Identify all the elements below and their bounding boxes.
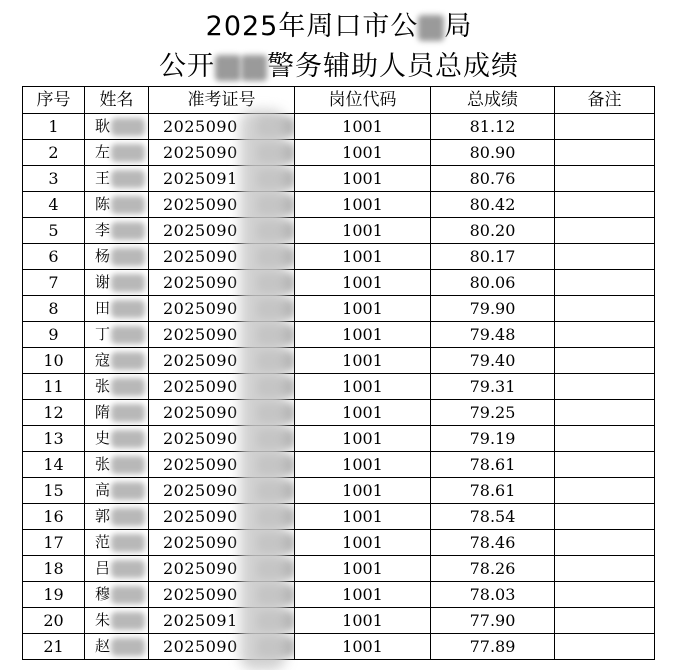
redaction-blur: [111, 586, 145, 604]
position-code-cell: [295, 218, 431, 244]
position-code-cell: [295, 582, 431, 608]
total-score-cell: [431, 608, 555, 634]
total-score-cell: [431, 192, 555, 218]
total-score-cell-text: 81.12: [469, 117, 516, 136]
redaction-blur: [241, 55, 267, 81]
name-cell: [85, 322, 149, 348]
name-cell-text: 范: [95, 533, 111, 551]
exam-id-cell-text: 2025090: [163, 455, 238, 474]
name-cell: [85, 166, 149, 192]
note-cell: [555, 114, 655, 140]
id-redaction-strip: [240, 110, 286, 670]
name-cell-text: 左: [95, 143, 111, 161]
redaction-blur: [418, 15, 444, 41]
note-cell: [555, 504, 655, 530]
exam-id-cell-text: 2025090: [163, 429, 238, 448]
total-score-cell-text: 80.42: [469, 195, 516, 214]
total-score-cell: [431, 582, 555, 608]
total-score-cell: [431, 244, 555, 270]
position-code-cell-text: 1001: [342, 455, 383, 474]
position-code-cell-text: 1001: [342, 299, 383, 318]
name-cell: [85, 348, 149, 374]
position-code-cell: [295, 114, 431, 140]
table-header-row: [23, 87, 655, 114]
table-row: [23, 452, 655, 478]
total-score-cell: [431, 452, 555, 478]
row-number-text: 18: [43, 559, 64, 578]
row-number: [23, 634, 85, 660]
exam-id-cell-text: 2025090: [163, 403, 238, 422]
name-cell: [85, 400, 149, 426]
total-score-cell: [431, 374, 555, 400]
position-code-cell-text: 1001: [342, 429, 383, 448]
position-code-cell-text: 1001: [342, 169, 383, 188]
table-row: [23, 296, 655, 322]
redaction-blur: [111, 274, 145, 292]
total-score-cell: [431, 634, 555, 660]
note-cell: [555, 608, 655, 634]
redaction-blur: [111, 534, 145, 552]
name-cell: [85, 374, 149, 400]
name-cell-text: 寇: [95, 351, 111, 369]
column-header: 岗位代码: [295, 87, 431, 114]
exam-id-cell-text: 2025090: [163, 195, 238, 214]
total-score-cell: [431, 426, 555, 452]
row-number-text: 14: [43, 455, 64, 474]
redaction-blur: [111, 144, 145, 162]
table-row: [23, 348, 655, 374]
title-line1-start: 2025年周口市公: [205, 11, 419, 42]
position-code-cell-text: 1001: [342, 117, 383, 136]
row-number: [23, 426, 85, 452]
note-cell: [555, 478, 655, 504]
name-cell-text: 隋: [95, 403, 111, 421]
row-number: [23, 166, 85, 192]
name-cell: [85, 244, 149, 270]
note-cell: [555, 244, 655, 270]
name-cell-text: 丁: [95, 325, 111, 343]
total-score-cell-text: 79.40: [469, 351, 516, 370]
position-code-cell: [295, 452, 431, 478]
column-header: 姓名: [85, 87, 149, 114]
row-number: [23, 192, 85, 218]
row-number: [23, 400, 85, 426]
position-code-cell: [295, 634, 431, 660]
note-cell: [555, 192, 655, 218]
table-row: [23, 504, 655, 530]
column-header: 备注: [555, 87, 655, 114]
position-code-cell-text: 1001: [342, 585, 383, 604]
document-title-line1: [0, 4, 678, 43]
position-code-cell: [295, 296, 431, 322]
note-cell: [555, 582, 655, 608]
title-line1-end: 局: [444, 11, 473, 42]
table-row: [23, 478, 655, 504]
name-cell: [85, 634, 149, 660]
position-code-cell-text: 1001: [342, 611, 383, 630]
row-number-text: 17: [43, 533, 64, 552]
note-cell: [555, 322, 655, 348]
redaction-blur: [111, 352, 145, 370]
row-number: [23, 296, 85, 322]
row-number: [23, 608, 85, 634]
redaction-blur: [111, 248, 145, 266]
column-header: 准考证号: [149, 87, 295, 114]
total-score-cell-text: 78.26: [469, 559, 516, 578]
note-cell: [555, 426, 655, 452]
row-number: [23, 582, 85, 608]
row-number-text: 15: [43, 481, 64, 500]
position-code-cell: [295, 530, 431, 556]
total-score-cell-text: 80.20: [469, 221, 516, 240]
redaction-blur: [111, 560, 145, 578]
score-table: [22, 86, 655, 660]
total-score-cell: [431, 114, 555, 140]
total-score-cell: [431, 296, 555, 322]
name-cell-text: 穆: [95, 585, 111, 603]
exam-id-cell-text: 2025090: [163, 247, 238, 266]
table-row: [23, 530, 655, 556]
row-number-text: 6: [48, 247, 59, 266]
total-score-cell-text: 79.90: [469, 299, 516, 318]
name-cell: [85, 426, 149, 452]
row-number: [23, 478, 85, 504]
total-score-cell: [431, 504, 555, 530]
exam-id-cell-text: 2025090: [163, 299, 238, 318]
row-number: [23, 114, 85, 140]
redaction-blur: [111, 222, 145, 240]
total-score-cell-text: 79.48: [469, 325, 516, 344]
row-number: [23, 270, 85, 296]
note-cell: [555, 400, 655, 426]
total-score-cell-text: 78.61: [469, 481, 516, 500]
exam-id-cell-text: 2025090: [163, 273, 238, 292]
position-code-cell: [295, 192, 431, 218]
total-score-cell: [431, 140, 555, 166]
total-score-cell-text: 80.17: [469, 247, 516, 266]
position-code-cell-text: 1001: [342, 221, 383, 240]
name-cell-text: 高: [95, 481, 111, 499]
row-number-text: 13: [43, 429, 64, 448]
position-code-cell-text: 1001: [342, 481, 383, 500]
row-number: [23, 556, 85, 582]
total-score-cell: [431, 322, 555, 348]
title-line2-end: 警务辅助人员总成绩: [267, 51, 519, 82]
name-cell-text: 赵: [95, 637, 111, 655]
table-row: [23, 608, 655, 634]
row-number: [23, 218, 85, 244]
name-cell-text: 田: [95, 299, 111, 317]
redaction-blur: [111, 118, 145, 136]
name-cell-text: 史: [95, 429, 111, 447]
name-cell-text: 谢: [95, 273, 111, 291]
position-code-cell: [295, 478, 431, 504]
note-cell: [555, 634, 655, 660]
redaction-blur: [111, 508, 145, 526]
total-score-cell: [431, 166, 555, 192]
table-row: [23, 244, 655, 270]
name-cell: [85, 114, 149, 140]
row-number-text: 9: [48, 325, 59, 344]
note-cell: [555, 348, 655, 374]
redaction-blur: [111, 482, 145, 500]
name-cell-text: 陈: [95, 195, 111, 213]
row-number-text: 11: [43, 377, 64, 396]
exam-id-cell-text: 2025090: [163, 377, 238, 396]
name-cell: [85, 270, 149, 296]
row-number-text: 20: [43, 611, 64, 630]
position-code-cell: [295, 322, 431, 348]
position-code-cell-text: 1001: [342, 247, 383, 266]
position-code-cell-text: 1001: [342, 325, 383, 344]
total-score-cell: [431, 478, 555, 504]
position-code-cell: [295, 504, 431, 530]
name-cell: [85, 452, 149, 478]
note-cell: [555, 218, 655, 244]
position-code-cell-text: 1001: [342, 273, 383, 292]
exam-id-cell-text: 2025090: [163, 117, 238, 136]
name-cell: [85, 296, 149, 322]
row-number-text: 19: [43, 585, 64, 604]
position-code-cell-text: 1001: [342, 507, 383, 526]
row-number: [23, 452, 85, 478]
name-cell: [85, 192, 149, 218]
exam-id-cell-text: 2025090: [163, 559, 238, 578]
name-cell: [85, 140, 149, 166]
name-cell-text: 耿: [95, 117, 111, 135]
position-code-cell: [295, 166, 431, 192]
name-cell-text: 郭: [95, 507, 111, 525]
row-number-text: 4: [48, 195, 59, 214]
total-score-cell-text: 79.31: [469, 377, 516, 396]
table-row: [23, 270, 655, 296]
name-cell: [85, 218, 149, 244]
total-score-cell-text: 78.46: [469, 533, 516, 552]
note-cell: [555, 140, 655, 166]
exam-id-cell-text: 2025090: [163, 221, 238, 240]
exam-id-cell-text: 2025090: [163, 533, 238, 552]
redaction-blur: [111, 612, 145, 630]
row-number-text: 1: [48, 117, 59, 136]
name-cell-text: 朱: [95, 611, 111, 629]
position-code-cell-text: 1001: [342, 637, 383, 656]
table-row: [23, 634, 655, 660]
column-header: 总成绩: [431, 87, 555, 114]
note-cell: [555, 166, 655, 192]
table-row: [23, 400, 655, 426]
position-code-cell-text: 1001: [342, 195, 383, 214]
total-score-cell-text: 80.06: [469, 273, 516, 292]
position-code-cell-text: 1001: [342, 377, 383, 396]
total-score-cell: [431, 218, 555, 244]
redaction-blur: [111, 638, 145, 656]
table-row: [23, 140, 655, 166]
exam-id-cell-text: 2025090: [163, 637, 238, 656]
position-code-cell: [295, 400, 431, 426]
row-number-text: 16: [43, 507, 64, 526]
table-row: [23, 322, 655, 348]
row-number-text: 12: [43, 403, 64, 422]
table-row: [23, 166, 655, 192]
total-score-cell: [431, 270, 555, 296]
position-code-cell-text: 1001: [342, 403, 383, 422]
note-cell: [555, 556, 655, 582]
total-score-cell-text: 77.90: [469, 611, 516, 630]
row-number: [23, 374, 85, 400]
position-code-cell-text: 1001: [342, 143, 383, 162]
exam-id-cell-text: 2025090: [163, 585, 238, 604]
row-number: [23, 322, 85, 348]
total-score-cell: [431, 556, 555, 582]
position-code-cell-text: 1001: [342, 533, 383, 552]
redaction-blur: [111, 378, 145, 396]
name-cell: [85, 504, 149, 530]
position-code-cell: [295, 608, 431, 634]
table-row: [23, 114, 655, 140]
position-code-cell-text: 1001: [342, 351, 383, 370]
name-cell: [85, 582, 149, 608]
position-code-cell: [295, 426, 431, 452]
redaction-blur: [111, 196, 145, 214]
redaction-blur: [111, 430, 145, 448]
total-score-cell: [431, 530, 555, 556]
exam-id-cell-text: 2025090: [163, 325, 238, 344]
position-code-cell-text: 1001: [342, 559, 383, 578]
total-score-cell-text: 80.90: [469, 143, 516, 162]
exam-id-cell-text: 2025090: [163, 481, 238, 500]
row-number-text: 2: [48, 143, 59, 162]
note-cell: [555, 452, 655, 478]
exam-id-cell-text: 2025090: [163, 143, 238, 162]
table-row: [23, 582, 655, 608]
position-code-cell: [295, 348, 431, 374]
total-score-cell-text: 78.54: [469, 507, 516, 526]
name-cell-text: 吕: [95, 559, 111, 577]
name-cell: [85, 478, 149, 504]
row-number-text: 7: [48, 273, 59, 292]
table-row: [23, 556, 655, 582]
position-code-cell: [295, 270, 431, 296]
name-cell: [85, 608, 149, 634]
name-cell-text: 张: [95, 377, 111, 395]
note-cell: [555, 296, 655, 322]
row-number: [23, 348, 85, 374]
note-cell: [555, 270, 655, 296]
name-cell-text: 张: [95, 455, 111, 473]
row-number-text: 5: [48, 221, 59, 240]
total-score-cell: [431, 400, 555, 426]
redaction-blur: [111, 326, 145, 344]
position-code-cell: [295, 140, 431, 166]
table-row: [23, 192, 655, 218]
name-cell-text: 李: [95, 221, 111, 239]
redaction-blur: [111, 300, 145, 318]
row-number-text: 8: [48, 299, 59, 318]
redaction-blur: [111, 170, 145, 188]
total-score-cell-text: 79.25: [469, 403, 516, 422]
row-number-text: 10: [43, 351, 64, 370]
total-score-cell: [431, 348, 555, 374]
name-cell: [85, 530, 149, 556]
name-cell-text: 杨: [95, 247, 111, 265]
row-number: [23, 530, 85, 556]
row-number-text: 3: [48, 169, 59, 188]
title-line2-start: 公开: [159, 51, 215, 82]
note-cell: [555, 530, 655, 556]
table-row: [23, 218, 655, 244]
row-number: [23, 244, 85, 270]
total-score-cell-text: 78.61: [469, 455, 516, 474]
row-number: [23, 140, 85, 166]
redaction-blur: [111, 456, 145, 474]
exam-id-cell-text: 2025090: [163, 507, 238, 526]
position-code-cell: [295, 374, 431, 400]
total-score-cell-text: 77.89: [469, 637, 516, 656]
table-body: [23, 114, 655, 660]
total-score-cell-text: 80.76: [469, 169, 516, 188]
note-cell: [555, 374, 655, 400]
redaction-blur: [111, 404, 145, 422]
total-score-cell-text: 78.03: [469, 585, 516, 604]
name-cell-text: 王: [95, 169, 111, 187]
redaction-blur: [215, 55, 241, 81]
name-cell: [85, 556, 149, 582]
total-score-cell-text: 79.19: [469, 429, 516, 448]
position-code-cell: [295, 244, 431, 270]
table-row: [23, 374, 655, 400]
exam-id-cell-text: 2025090: [163, 351, 238, 370]
table-row: [23, 426, 655, 452]
position-code-cell: [295, 556, 431, 582]
row-number-text: 21: [43, 637, 64, 656]
row-number: [23, 504, 85, 530]
document-title-line2: [0, 44, 678, 83]
exam-id-cell-text: 2025091: [163, 611, 238, 630]
column-header: 序号: [23, 87, 85, 114]
exam-id-cell-text: 2025091: [163, 169, 238, 188]
